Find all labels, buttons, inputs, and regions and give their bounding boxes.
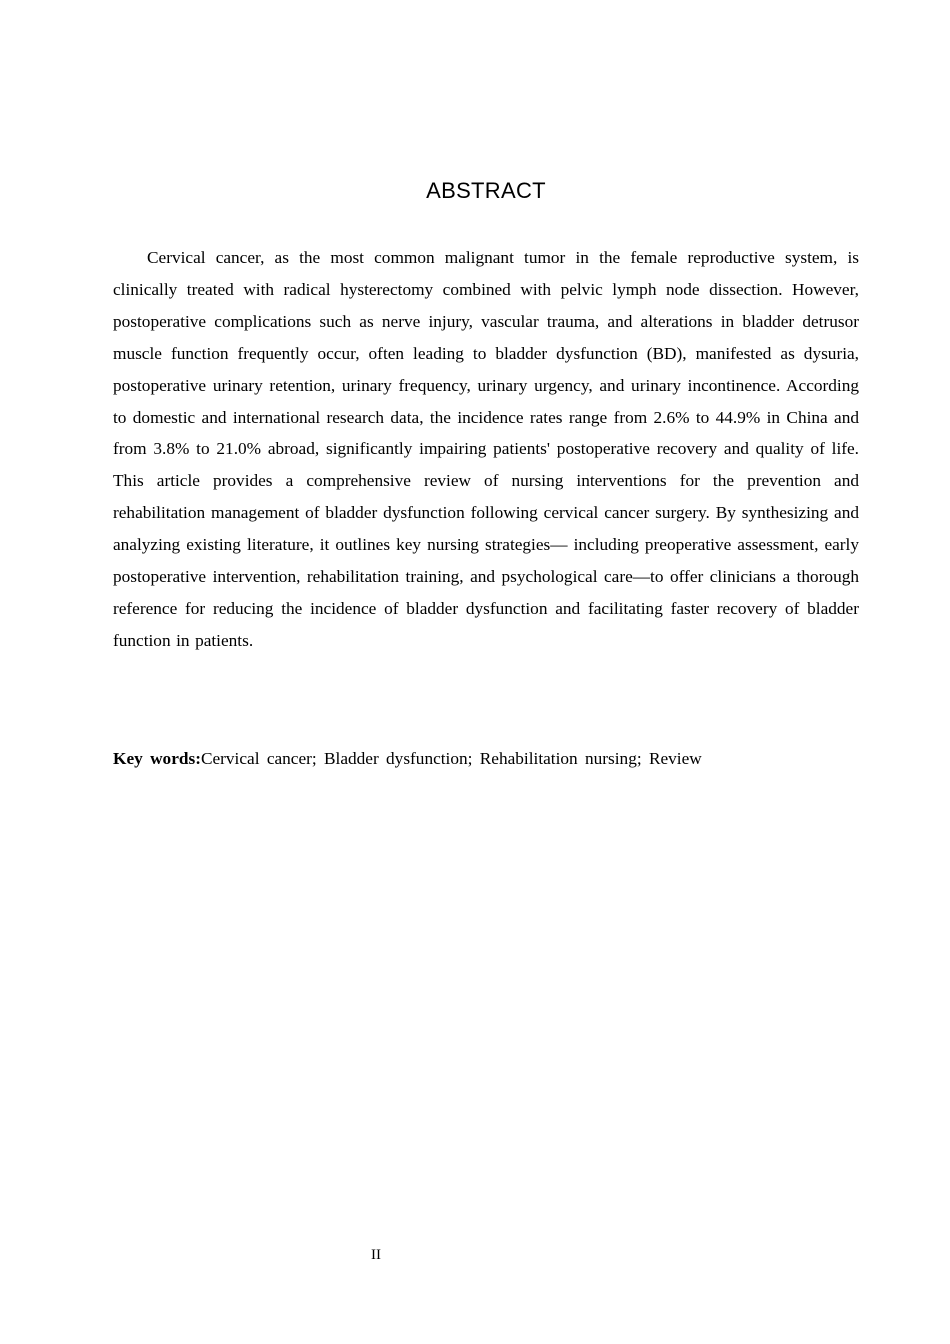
page-number: II — [371, 1247, 381, 1263]
keywords-text: Cervical cancer; Bladder dysfunction; Rehabilitation nursing; Review — [200, 749, 702, 768]
abstract-title: ABSTRACT — [426, 178, 546, 203]
keywords-label: Key words: — [113, 749, 201, 768]
abstract-paragraph: Cervical cancer, as the most common malignant tumor in the female reproductive system, is clinically treated with radical hysterectomy combined with pelvic lymph node dissection. However, postoperative complications such as nerve injury, vascular trauma, and alterations in bladder detrusor muscle function frequently occur, often leading to bladder dysfunction (BD), manifested as dysuria, postoperative urinary retention, urinary frequency, urinary urgency, and urinary incontinence. According to domestic and international research data, the incidence rates range from 2.6% to 44.9% in China and from 3.8% to 21.0% abroad, significantly impairing patients' postoperative recovery and quality of life. This article provides a comprehensive review of nursing interventions for the prevention and rehabilitation management of bladder dysfunction following cervical cancer surgery. By synthesizing and analyzing existing literature, it outlines key nursing strategies— including preoperative assessment, early postoperative intervention, rehabilitation training, and psychological care—to offer clinicians a thorough reference for reducing the incidence of bladder dysfunction and facilitating faster recovery of bladder function in patients. — [113, 248, 859, 650]
keywords-line — [113, 743, 859, 775]
